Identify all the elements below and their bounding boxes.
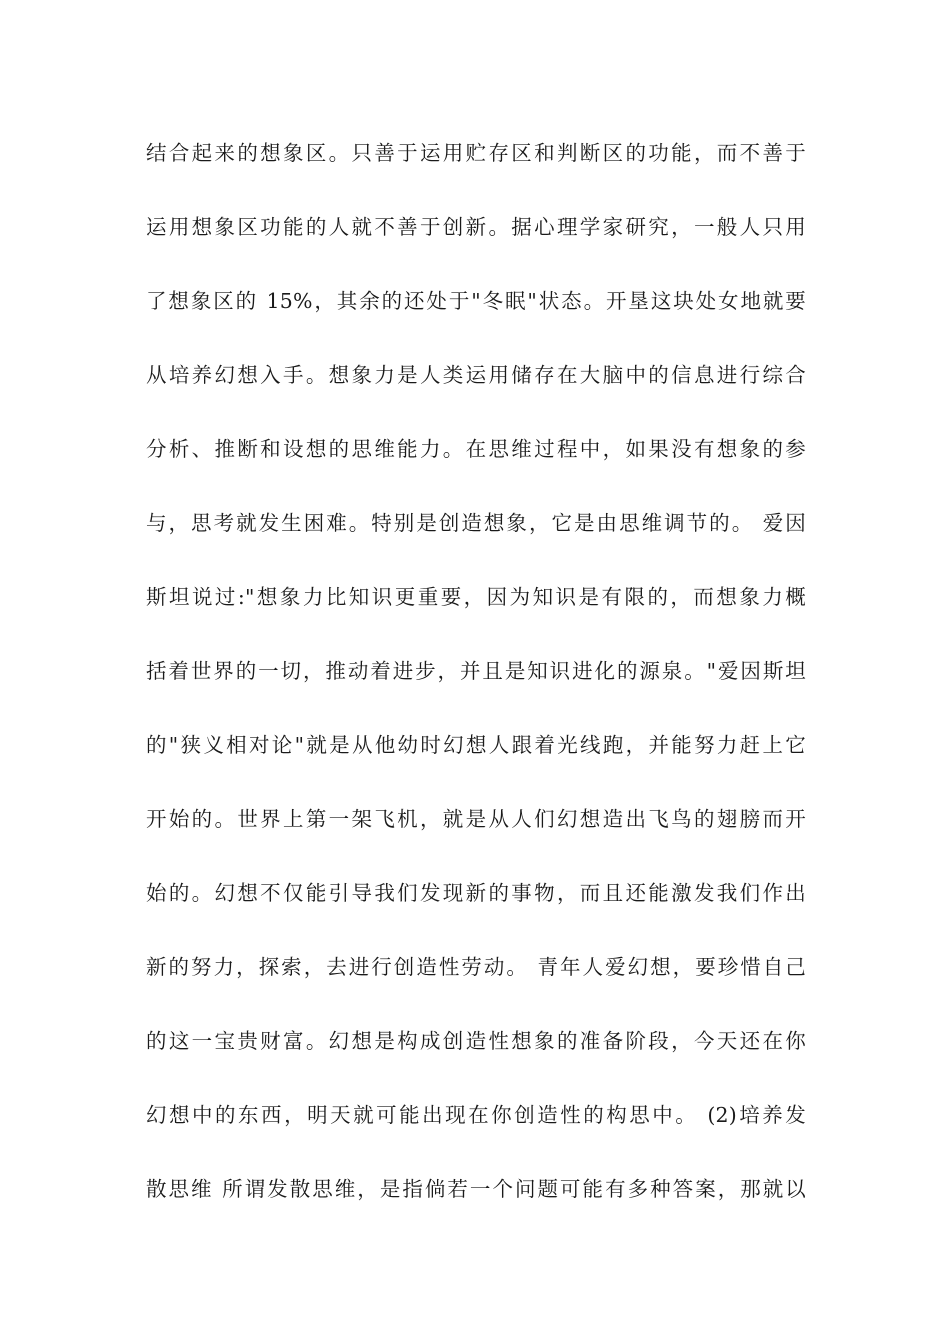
text-line: 的"狭义相对论"就是从他幼时幻想人跟着光线跑，并能努力赶上它 xyxy=(146,733,806,757)
text-line: 结合起来的想象区。只善于运用贮存区和判断区的功能，而不善于 xyxy=(146,141,806,165)
text-line: 新的努力，探索，去进行创造性劳动。 青年人爱幻想，要珍惜自己 xyxy=(146,955,806,979)
text-line: 运用想象区功能的人就不善于创新。据心理学家研究，一般人只用 xyxy=(146,215,806,239)
text-line: 括着世界的一切，推动着进步，并且是知识进化的源泉。"爱因斯坦 xyxy=(146,659,806,683)
text-line: 幻想中的东西，明天就可能出现在你创造性的构思中。 (2)培养发 xyxy=(146,1103,806,1127)
text-line: 分析、推断和设想的思维能力。在思维过程中，如果没有想象的参 xyxy=(146,437,806,461)
text-line: 始的。幻想不仅能引导我们发现新的事物，而且还能激发我们作出 xyxy=(146,881,806,905)
text-line: 斯坦说过:"想象力比知识更重要，因为知识是有限的，而想象力概 xyxy=(146,585,806,609)
text-line: 的这一宝贵财富。幻想是构成创造性想象的准备阶段，今天还在你 xyxy=(146,1029,806,1053)
text-line: 开始的。世界上第一架飞机，就是从人们幻想造出飞鸟的翅膀而开 xyxy=(146,807,806,831)
text-line: 散思维 所谓发散思维，是指倘若一个问题可能有多种答案，那就以 xyxy=(146,1177,806,1201)
text-line: 与，思考就发生困难。特别是创造想象，它是由思维调节的。 爱因 xyxy=(146,511,806,535)
body-text xyxy=(146,135,806,1245)
text-line: 从培养幻想入手。想象力是人类运用储存在大脑中的信息进行综合 xyxy=(146,363,806,387)
text-line: 了想象区的 15%，其余的还处于"冬眠"状态。开垦这块处女地就要 xyxy=(146,289,806,313)
